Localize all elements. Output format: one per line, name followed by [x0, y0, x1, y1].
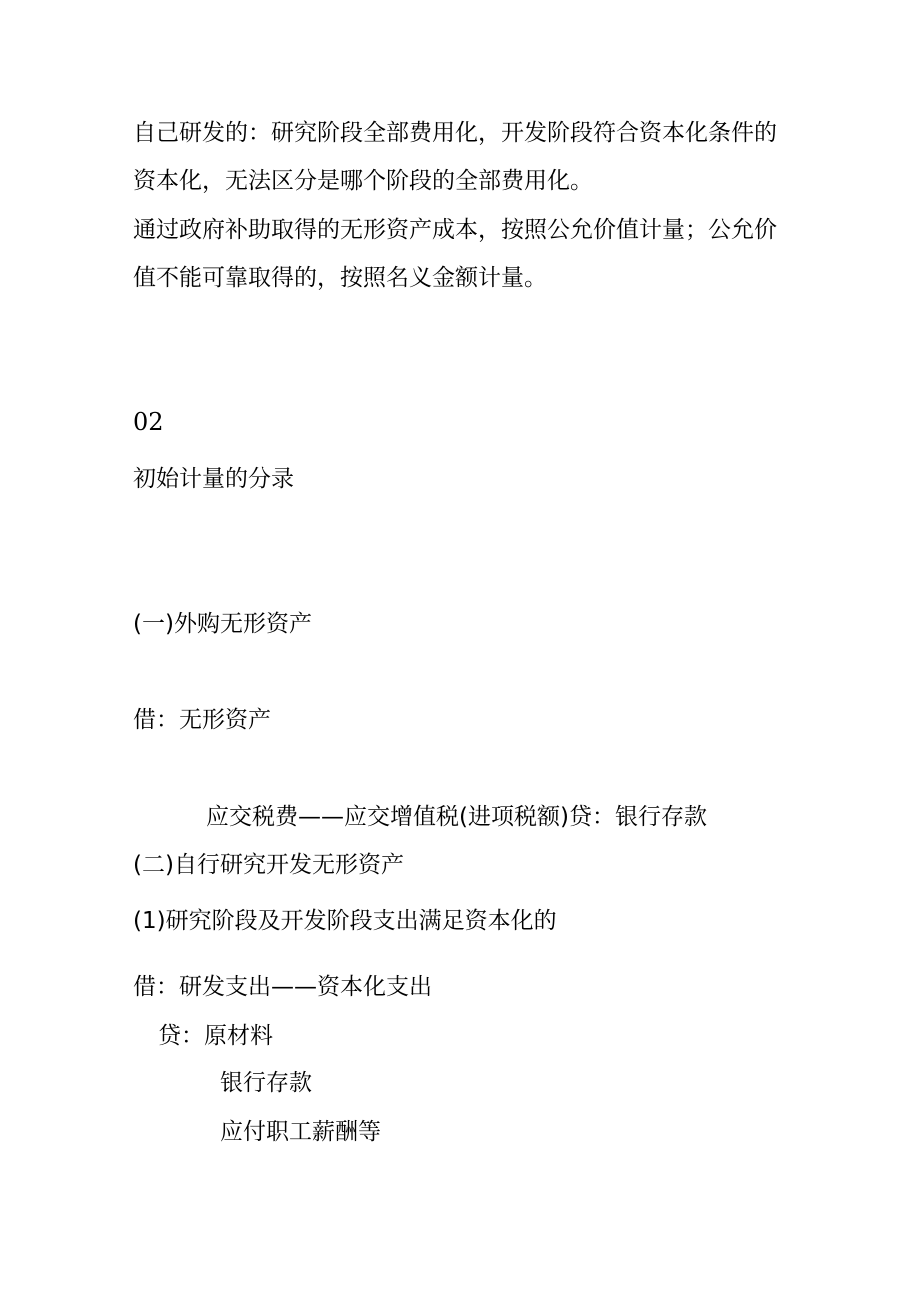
paragraph-line-4: 值不能可靠取得的，按照名义金额计量。	[133, 265, 547, 291]
paragraph-line-1: 自己研发的：研究阶段全部费用化，开发阶段符合资本化条件的	[133, 120, 777, 146]
paragraph-line-3: 通过政府补助取得的无形资产成本，按照公允价值计量；公允价	[133, 217, 777, 243]
part2-debit: 借：研发支出——资本化支出	[133, 974, 432, 1000]
paragraph-line-2: 资本化，无法区分是哪个阶段的全部费用化。	[133, 168, 593, 194]
part2-subheading: (1)研究阶段及开发阶段支出满足资本化的	[133, 908, 557, 934]
section-number: 02	[133, 408, 164, 436]
section-title: 初始计量的分录	[133, 466, 294, 492]
part1-heading: (一)外购无形资产	[133, 611, 312, 637]
part2-credit-item-1: 银行存款	[220, 1070, 312, 1096]
part2-credit-item-2: 应付职工薪酬等	[220, 1119, 381, 1145]
part2-heading: (二)自行研究开发无形资产	[133, 852, 404, 878]
part1-debit: 借：无形资产	[133, 707, 271, 733]
part1-entry: 应交税费——应交增值税(进项税额)贷：银行存款	[206, 804, 707, 830]
part2-credit: 贷：原材料	[158, 1023, 273, 1049]
